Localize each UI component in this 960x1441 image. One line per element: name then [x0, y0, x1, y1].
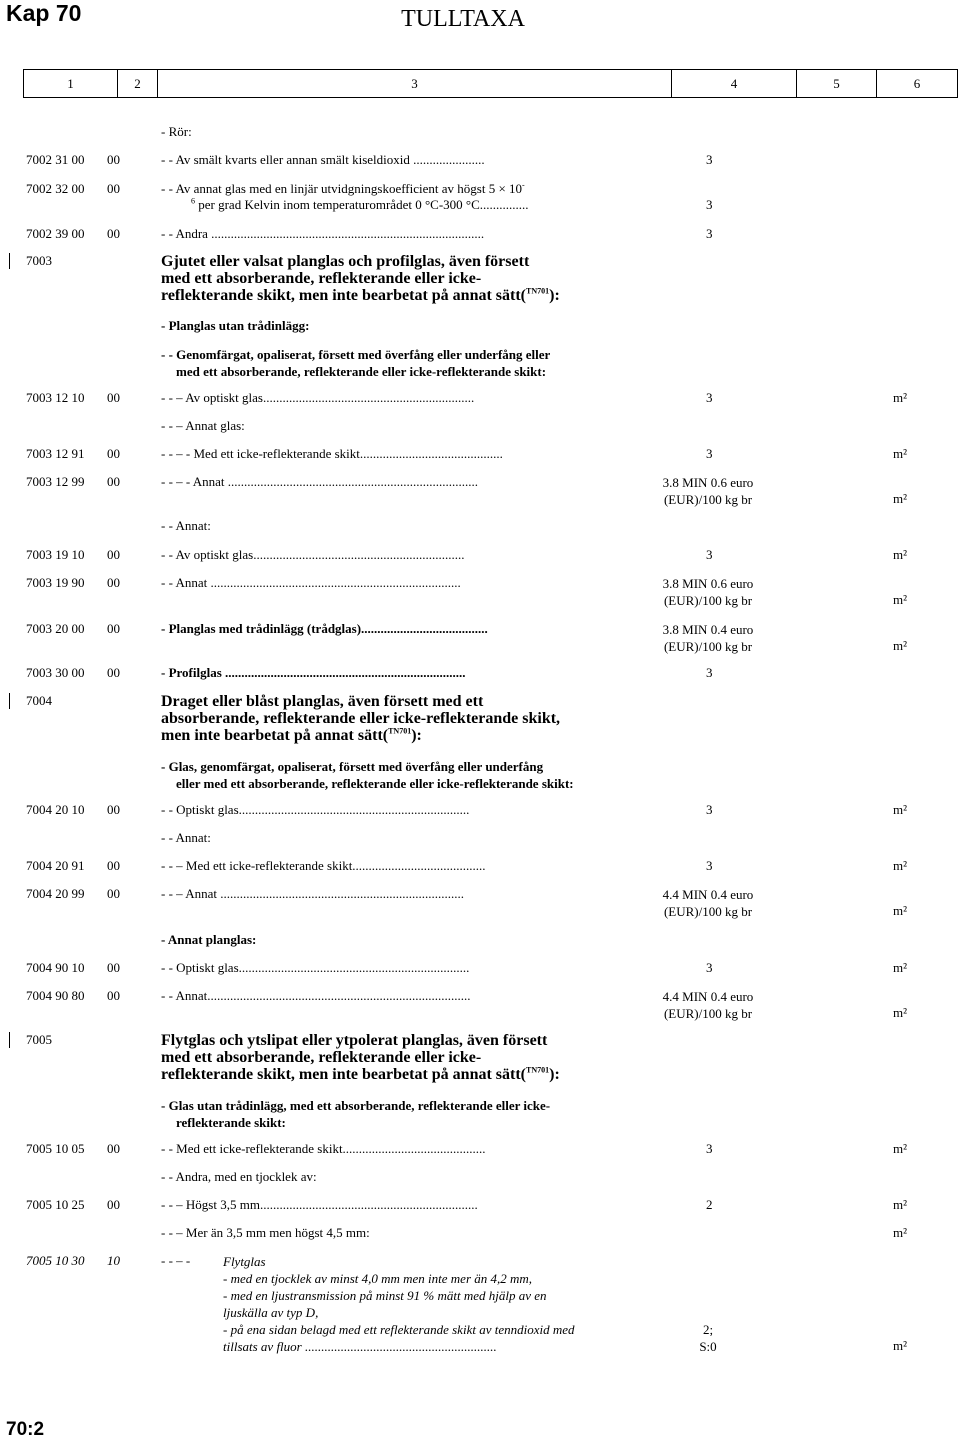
sub-code: 00 [107, 575, 120, 590]
row-description: - - Genomfärgat, opaliserat, försett med överfång eller underfång eller med ett absorberande, reflekterande eller icke-reflekterande skikt: [161, 347, 551, 379]
row-description: Flytglas - med en tjocklek av minst 4,0 mm men inte mer än 4,2 mm, - med en ljustransmission på minst 91 % mätt med hjälp av en ljuskälla av typ D, - på ena sidan belagd med ett reflekterande skikt av tenndioxid med tillsats av fluor ........................................................... [223, 1254, 575, 1354]
cn-code: 7002 31 00 [26, 152, 85, 167]
cn-code: 7003 12 91 [26, 446, 85, 461]
row-description: - - Annat: [161, 518, 211, 533]
column-header: 3 [158, 70, 672, 97]
row-description: - - Annat ............................................................................. [161, 575, 461, 590]
cn-code: 7004 90 80 [26, 988, 85, 1003]
supplementary-unit: m² [893, 1005, 908, 1020]
sub-code: 00 [107, 226, 120, 241]
duty-rate: 3 [706, 197, 713, 212]
row-description: - Profilglas .......................................................................... [161, 665, 466, 680]
row-description: - - Optiskt glas....................................................................... [161, 802, 470, 817]
sub-code: 00 [107, 802, 120, 817]
duty-rate: 2 [706, 1197, 713, 1212]
cn-code: 7004 90 10 [26, 960, 85, 975]
row-description-line: $^6$ per grad Kelvin inom temperaturområdet 0 °C-300 °C............... [191, 196, 529, 212]
row-description: - - Annat................................................................................. [161, 988, 471, 1003]
cn-code: 7002 39 00 [26, 226, 85, 241]
heading-text: Flytglas och ytslipat eller ytpolerat planglas, även försett med ett absorberande, reflekterande eller icke- reflekterande skikt, men inte bearbetat på annat sätt($^{TN701}$): [161, 1032, 560, 1083]
supplementary-unit: m² [893, 1338, 908, 1353]
row-description: - - Optiskt glas....................................................................... [161, 960, 470, 975]
row-prefix: - - – - [161, 1253, 191, 1268]
page-title: TULLTAXA [401, 6, 525, 32]
duty-rate: 3 [706, 802, 713, 817]
sub-code: 00 [107, 390, 120, 405]
row-description: - - – Annat glas: [161, 418, 245, 433]
duty-rate: 3 [706, 547, 713, 562]
column-header: 2 [118, 70, 158, 97]
heading-code: 7003 [26, 253, 52, 268]
cn-code: 7002 32 00 [26, 181, 85, 196]
cn-code: 7003 30 00 [26, 665, 85, 680]
sub-code: 00 [107, 547, 120, 562]
duty-rate: 3.8 MIN 0.6 euro (EUR)/100 kg br [662, 475, 754, 507]
row-description: - - Andra .................................................................................... [161, 226, 485, 241]
duty-rate: 2; S:0 [699, 1322, 717, 1354]
row-description: - - – - Annat ............................................................................. [161, 474, 479, 489]
duty-rate: 3 [706, 152, 713, 167]
supplementary-unit: m² [893, 802, 908, 817]
row-description: - - – - Med ett icke-reflekterande skikt............................................ [161, 446, 503, 461]
duty-rate: 3 [706, 446, 713, 461]
row-description: - - – Av optiskt glas................................................................. [161, 390, 475, 405]
row-description: - - – Med ett icke-reflekterande skikt......................................... [161, 858, 486, 873]
row-description: - - Av smält kvarts eller annan smält kiseldioxid ...................... [161, 152, 485, 167]
cn-code: 7003 19 10 [26, 547, 85, 562]
sub-code: 00 [107, 988, 120, 1003]
supplementary-unit: m² [893, 1197, 908, 1212]
cn-code: 7004 20 99 [26, 886, 85, 901]
supplementary-unit: m² [893, 638, 908, 653]
supplementary-unit: m² [893, 1141, 908, 1156]
row-description: - - Andra, med en tjocklek av: [161, 1169, 317, 1184]
row-description: - - Annat: [161, 830, 211, 845]
cn-code: 7005 10 05 [26, 1141, 85, 1156]
supplementary-unit: m² [893, 858, 908, 873]
column-header: 6 [913, 75, 921, 91]
chapter-label: Kap 70 [6, 0, 82, 26]
duty-rate: 3.8 MIN 0.6 euro (EUR)/100 kg br [662, 576, 754, 608]
sub-code: 00 [107, 1141, 120, 1156]
column-header: 1 [24, 70, 118, 97]
duty-rate: 3 [706, 390, 713, 405]
column-header-row [23, 69, 958, 98]
cn-code: 7003 12 10 [26, 390, 85, 405]
page-number: 70:2 [6, 1419, 45, 1440]
supplementary-unit: m² [893, 446, 908, 461]
row-description: - Annat planglas: [161, 932, 257, 947]
sub-code: 00 [107, 181, 120, 196]
row-description: - Glas utan trådinlägg, med ett absorberande, reflekterande eller icke- reflekterande skikt: [161, 1098, 551, 1130]
supplementary-unit: m² [893, 390, 908, 405]
duty-rate: 4.4 MIN 0.4 euro (EUR)/100 kg br [662, 887, 754, 919]
heading-code: 7004 [26, 693, 52, 708]
cn-code: 7005 10 30 [26, 1253, 85, 1268]
duty-rate: 3 [706, 665, 713, 680]
sub-code: 00 [107, 152, 120, 167]
sub-code: 00 [107, 1197, 120, 1212]
heading-code: 7005 [26, 1032, 52, 1047]
supplementary-unit: m² [893, 1225, 908, 1240]
row-description: - - – Annat ........................................................................... [161, 886, 464, 901]
duty-rate: 3 [706, 960, 713, 975]
supplementary-unit: m² [893, 547, 908, 562]
sub-code: 00 [107, 960, 120, 975]
sub-code: 00 [107, 474, 120, 489]
heading-text: Draget eller blåst planglas, även försett med ett absorberande, reflekterande eller icke-reflekterande skikt, men inte bearbetat på annat sätt($^{TN701}$): [161, 693, 561, 744]
supplementary-unit: m² [893, 592, 908, 607]
row-description: - Planglas med trådinlägg (trådglas)....................................... [161, 621, 488, 636]
supplementary-unit: m² [893, 960, 908, 975]
heading-text: Gjutet eller valsat planglas och profilglas, även försett med ett absorberande, reflekterande eller icke- reflekterande skikt, men inte bearbetat på annat sätt($^{TN701}$): [161, 253, 560, 304]
cn-code: 7004 20 91 [26, 858, 85, 873]
change-bar [9, 693, 10, 709]
cn-code: 7003 20 00 [26, 621, 85, 636]
column-header: 5 [797, 70, 877, 97]
sub-code: 00 [107, 446, 120, 461]
duty-rate: 4.4 MIN 0.4 euro (EUR)/100 kg br [662, 989, 754, 1021]
duty-rate: 3.8 MIN 0.4 euro (EUR)/100 kg br [662, 622, 754, 654]
row-description: - Planglas utan trådinlägg: [161, 318, 310, 333]
supplementary-unit: m² [893, 491, 908, 506]
sub-code: 00 [107, 621, 120, 636]
change-bar [9, 1032, 10, 1048]
sub-code: 00 [107, 886, 120, 901]
cn-code: 7004 20 10 [26, 802, 85, 817]
cn-code: 7003 12 99 [26, 474, 85, 489]
cn-code: 7005 10 25 [26, 1197, 85, 1212]
duty-rate: 3 [706, 858, 713, 873]
row-description: - Rör: [161, 124, 192, 139]
sub-code: 10 [107, 1253, 120, 1268]
sub-code: 00 [107, 665, 120, 680]
cn-code: 7003 19 90 [26, 575, 85, 590]
row-description-line: - - Av annat glas med en linjär utvidgningskoefficient av högst 5 × 10- [161, 180, 525, 196]
duty-rate: 3 [706, 226, 713, 241]
row-description: - - – Högst 3,5 mm................................................................... [161, 1197, 478, 1212]
column-header: 4 [672, 70, 797, 97]
supplementary-unit: m² [893, 903, 908, 918]
row-description: - - Med ett icke-reflekterande skikt............................................ [161, 1141, 486, 1156]
change-bar [9, 253, 10, 269]
sub-code: 00 [107, 858, 120, 873]
row-description: - - – Mer än 3,5 mm men högst 4,5 mm: [161, 1225, 370, 1240]
row-description: - Glas, genomfärgat, opaliserat, försett med överfång eller underfång eller med ett absorberande, reflekterande eller icke-reflekterande skikt: [161, 759, 574, 791]
row-description: - - Av optiskt glas................................................................. [161, 547, 465, 562]
duty-rate: 3 [706, 1141, 713, 1156]
